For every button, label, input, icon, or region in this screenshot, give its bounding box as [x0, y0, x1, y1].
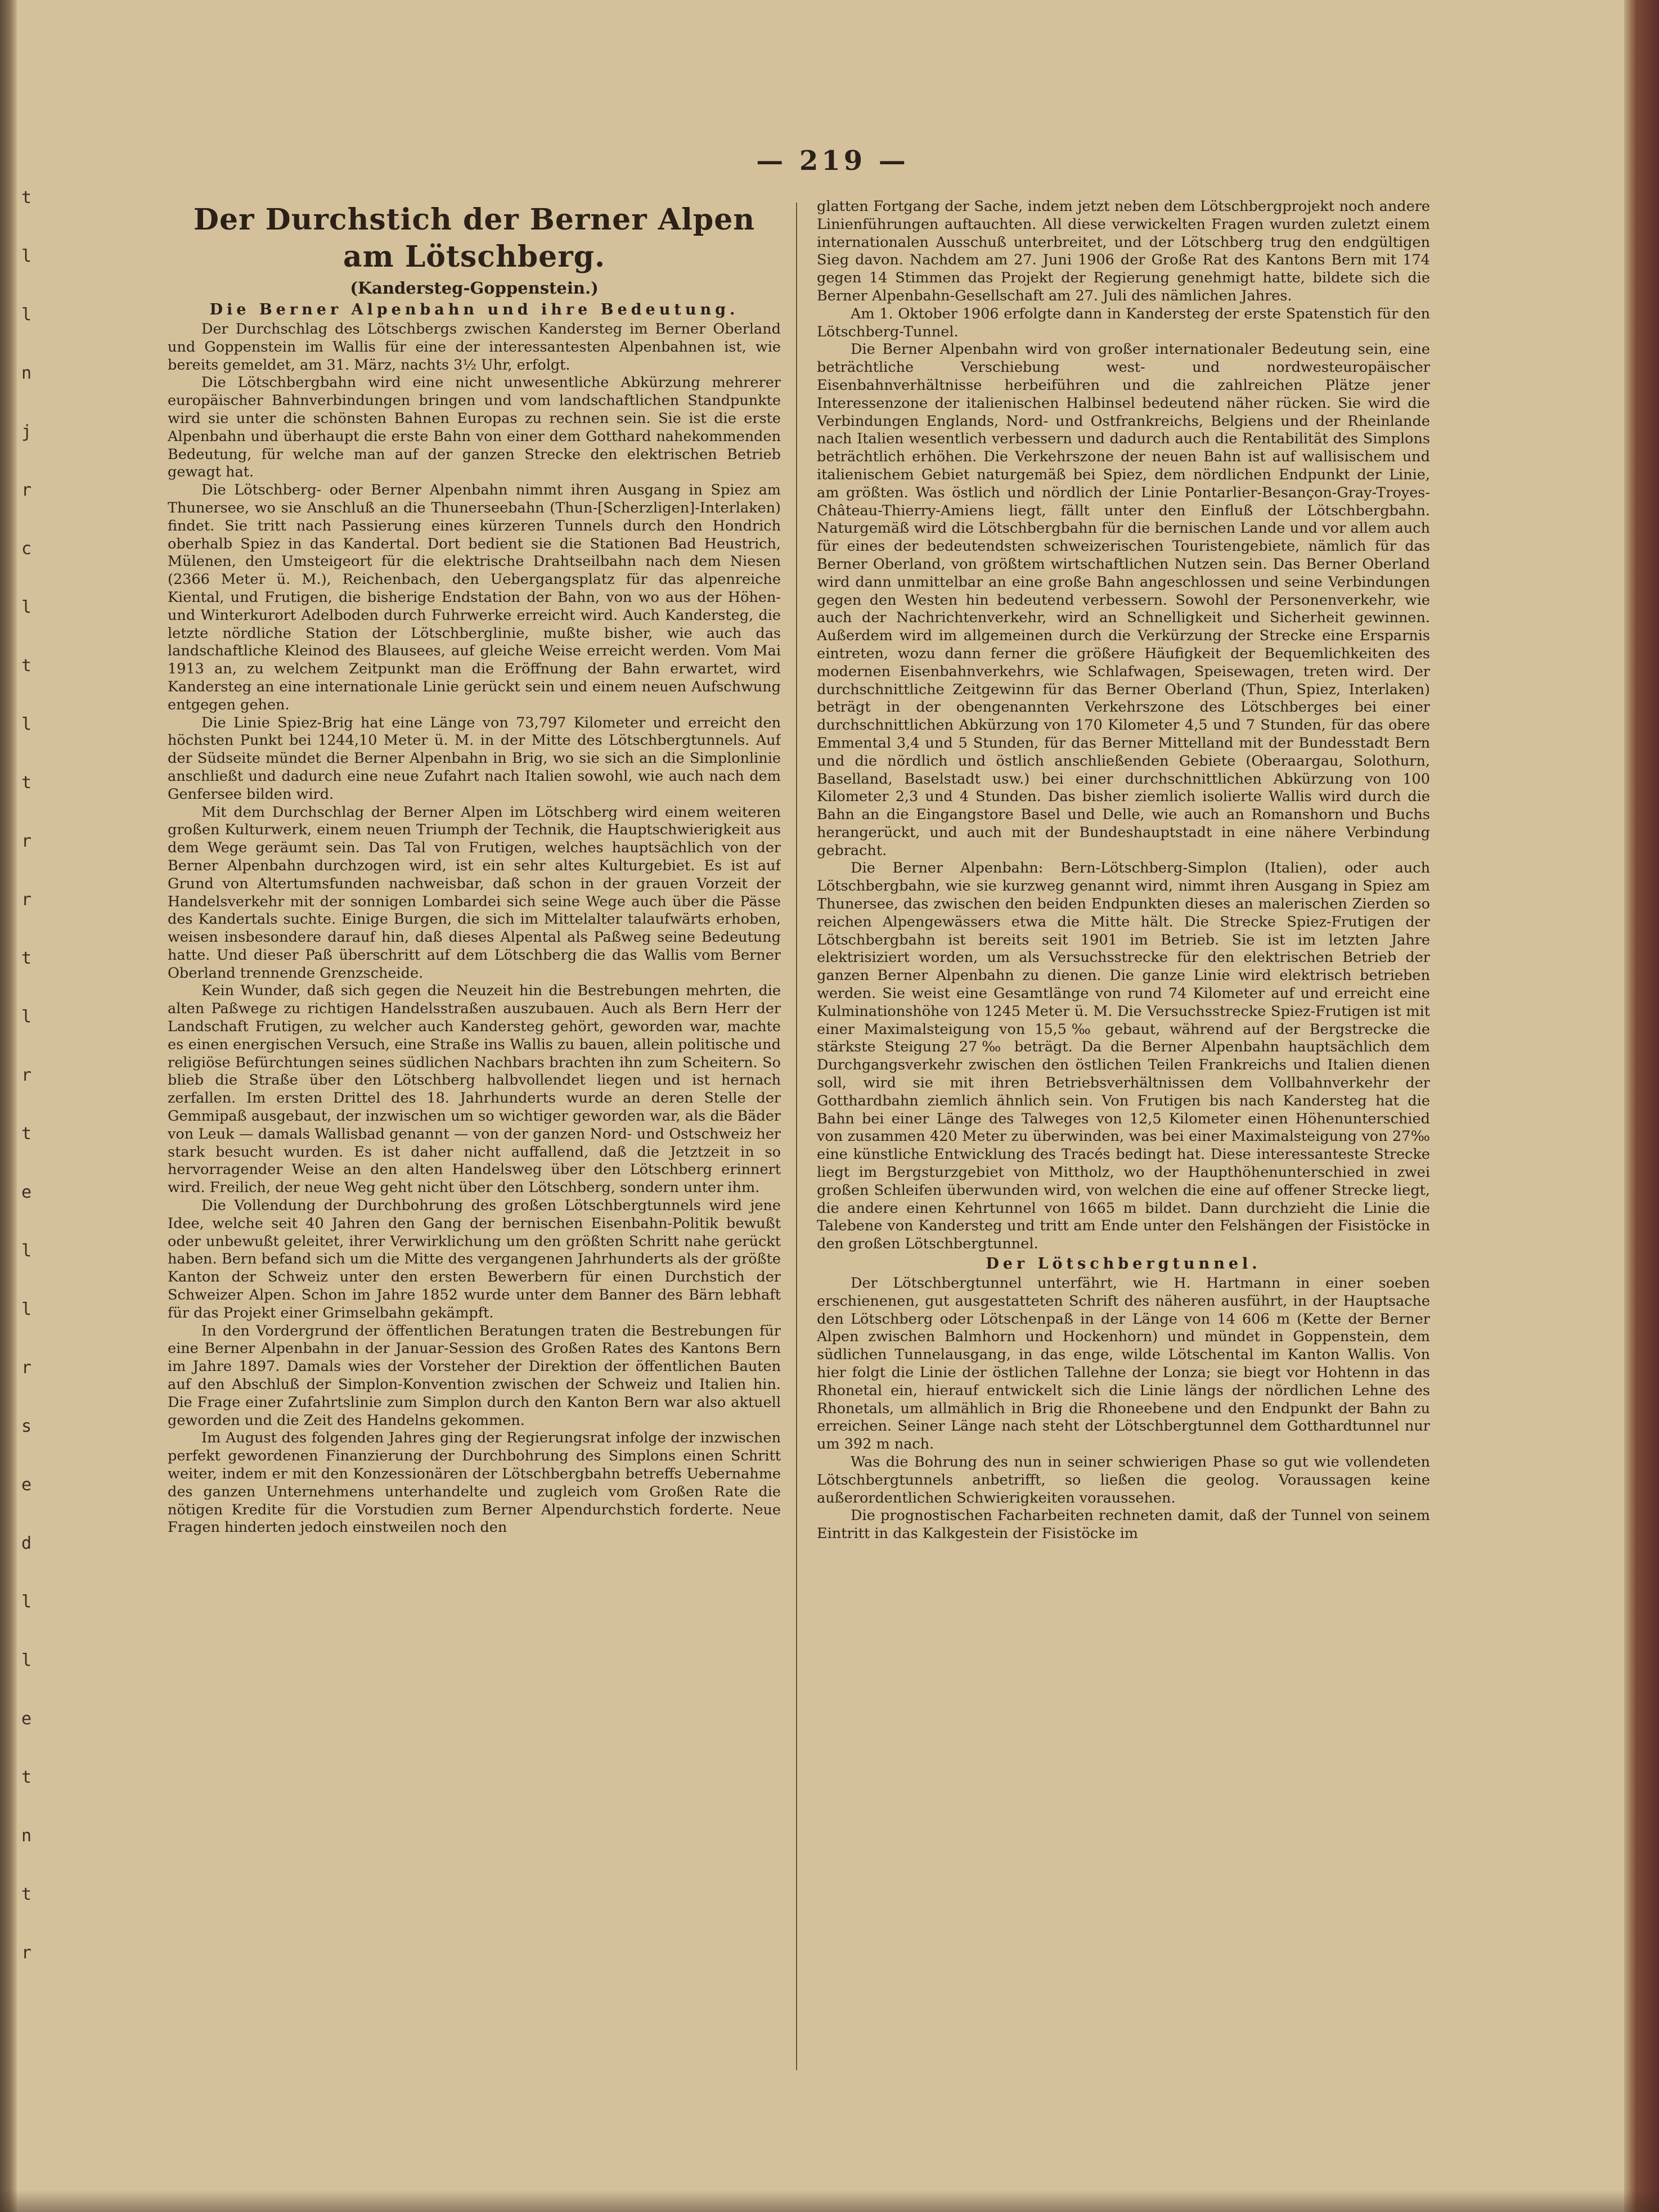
- book-spine-edge: [1624, 0, 1659, 2212]
- paragraph: Die Berner Alpenbahn wird von großer internationaler Bedeutung sein, eine beträchtliche Verschiebung west- und nordwesteuropäischer Eisenbahnverhältnisse herbeiführen und die zahlreichen Plätze jener Interessenzone der italienischen Halbinsel bedeutend näher rücken. Sie wird die Verbindungen Englands, Nord- und Ostfrankreichs, Belgiens und der Rheinlande nach Italien wesentlich verbessern und dadurch auch die Rentabilität des Simplons beträchtlich erhöhen. Die Verkehrszone der neuen Bahn ist auf wallisischem und italienischem Gebiet naturgemäß bei Spiez, dem nördlichen Endpunkt der Linie, am größten. Was östlich und nördlich der Linie Pontarlier-Besançon-Gray-Troyes-Château-Thierry-Amiens liegt, fällt unter den Einfluß der Lötschbergbahn. Naturgemäß wird die Lötschbergbahn für die bernischen Lande und vor allem auch für eines der bedeutendsten schweizerischen Touristengebiete, nämlich für das Berner Oberland, von größtem wirtschaftlichen Nutzen sein. Das Berner Oberland wird dann unmittelbar an eine große Bahn angeschlossen und seine Verbindungen gegen den Westen hin bedeutend verbessern. Sowohl der Personenverkehr, wie auch der Nachrichtenverkehr, wird an Schnelligkeit und Sicherheit gewinnen. Außerdem wird im allgemeinen durch die Verkürzung der Strecke eine Ersparnis eintreten, wozu dann ferner die größere Häufigkeit der Bequemlichkeiten des modernen Eisenbahnverkehrs, wie Schlafwagen, Speisewagen, treten wird. Der durchschnittliche Zeitgewinn für das Berner Oberland (Thun, Spiez, Interlaken) beträgt in der obengenannten Verkehrszone des Lötschberges bei einer durchschnittlichen Abkürzung von 170 Kilometer 4,5 und 7 Stunden, für das obere Emmental 3,4 und 5 Stunden, für das Berner Mittelland mit der Bundesstadt Bern und die nördlich und östlich anschließenden Gebiete (Oberaargau, Solothurn, Baselland, Baselstadt usw.) bei einer durchschnittlichen Abkürzung von 100 Kilometer 2,3 und 4 Stunden. Das bisher ziemlich isolierte Wallis wird durch die Bahn an die Eingangstore Basel und Delle, wie auch an Romanshorn und Buchs herangerückt, und auch mit der Bundeshauptstadt in eine nähere Verbindung gebracht.: [817, 341, 1430, 859]
- paragraph: Die Lötschberg- oder Berner Alpenbahn nimmt ihren Ausgang in Spiez am Thunersee, wo sie Anschluß an die Thunerseebahn (Thun-[Scherzligen]-Interlaken) findet. Sie tritt nach Passierung eines kürzeren Tunnels durch den Hondrich oberhalb Spiez in das Kandertal. Dort bedient sie die Stationen Bad Heustrich, Mülenen, den Umsteigeort für die elektrische Drahtseilbahn nach dem Niesen (2366 Meter ü. M.), Reichenbach, den Uebergangsplatz für das alpenreiche Kiental, und Frutigen, die bisherige Endstation der Bahn, von wo aus der Höhen- und Winterkurort Adelboden durch Fuhrwerke erreicht wird. Auch Kandersteg, die letzte nördliche Station der Lötschberglinie, mußte bisher, wie auch das landschaftliche Kleinod des Blausees, auf gleiche Weise erreicht werden. Vom Mai 1913 an, zu welchem Zeitpunkt man die Eröffnung der Bahn erwartet, wird Kandersteg an eine internationale Linie gerückt sein und einem neuen Aufschwung entgegen gehen.: [168, 482, 781, 713]
- right-column: [817, 198, 1430, 2071]
- paragraph: Die Vollendung der Durchbohrung des großen Lötschbergtunnels wird jene Idee, welche seit 40 Jahren den Gang der bernischen Eisenbahn-Politik bewußt oder unbewußt geleitet, ihrer Verwirklichung um den größten Schritt nahe gerückt haben. Bern befand sich um die Mitte des vergangenen Jahrhunderts als der größte Kanton der Schweiz unter den ersten Bewerbern für einen Durchstich der Schweizer Alpen. Schon im Jahre 1852 wurde unter dem Banner des Bärn lebhaft für das Projekt einer Grimselbahn gekämpft.: [168, 1197, 781, 1321]
- paragraph: Die Linie Spiez-Brig hat eine Länge von 73,797 Kilometer und erreicht den höchsten Punkt bei 1244,10 Meter ü. M. in der Mitte des Lötschbergtunnels. Auf der Südseite mündet die Berner Alpenbahn in Brig, wo sie sich an die Simplonlinie anschließt und dadurch eine neue Zufahrt nach Italien sowohl, wie auch nach dem Genfersee bilden wird.: [168, 714, 781, 803]
- page-bottom-shadow: [0, 2189, 1659, 2212]
- paragraph: Am 1. Oktober 1906 erfolgte dann in Kandersteg der erste Spatenstich für den Lötschberg-Tunnel.: [817, 305, 1430, 340]
- paragraph: Der Durchschlag des Lötschbergs zwischen Kandersteg im Berner Oberland und Goppenstein im Wallis für eine der interessantesten Alpenbahnen ist, wie bereits gemeldet, am 31. März, nachts 3½ Uhr, erfolgt.: [168, 321, 781, 374]
- paragraph: Die Berner Alpenbahn: Bern-Lötschberg-Simplon (Italien), oder auch Lötschbergbahn, wie sie kurzweg genannt wird, nimmt ihren Ausgang in Spiez am Thunersee, das zwischen den beiden Endpunkten dieses an malerischen Zierden so reichen Alpengewässers etwa die Mitte hält. Die Strecke Spiez-Frutigen der Lötschbergbahn ist bereits seit 1901 im Betrieb. Sie ist im letzten Jahre elektrisiziert worden, um als Versuchsstrecke für den elektrischen Betrieb der ganzen Berner Alpenbahn zu dienen. Die ganze Linie wird elektrisch betrieben werden. Sie weist eine Gesamtlänge von rund 74 Kilometer auf und erreicht eine Kulminationshöhe von 1245 Meter ü. M. Die Versuchsstrecke Spiez-Frutigen ist mit einer Maximalsteigung von 15,5‰ gebaut, während auf der Bergstrecke die stärkste Steigung 27‰ beträgt. Da die Berner Alpenbahn hauptsächlich dem Durchgangsverkehr zwischen den östlichen Teilen Frankreichs und Italien dienen soll, wird sie mit ihren Betriebsverhältnissen dem Vollbahnverkehr der Gotthardbahn ziemlich ähnlich sein. Von Frutigen bis nach Kandersteg hat die Bahn bei einer Länge des Talweges von 12,5 Kilometer einen Höhenunterschied von zusammen 420 Meter zu überwinden, was bei einer Maximalsteigung von 27‰ eine künstliche Entwicklung des Tracés bedingt hat. Diese interessanteste Strecke liegt im Bergsturzgebiet von Mittholz, wo der Haupthöhenunterschied in zwei großen Schleifen überwunden wird, von welchen die eine auf offener Strecke liegt, die andere einen Kehrtunnel von 1665 m bildet. Dann durchzieht die Linie die Talebene von Kandersteg und tritt am Ende unter den Felshängen der Fisistöcke in den großen Lötschbergtunnel.: [817, 860, 1430, 1253]
- paragraph: Was die Bohrung des nun in seiner schwierigen Phase so gut wie vollendeten Lötschbergtunnels anbetrifft, so ließen die geolog. Voraussagen keine außerordentlichen Schwierigkeiten voraussehen.: [817, 1453, 1430, 1507]
- left-column: [168, 198, 781, 2071]
- section-heading-loetschbergtunnel: Der Lötschbergtunnel.: [986, 1255, 1261, 1273]
- section-heading-berner-alpenbahn: Die Berner Alpenbahn und ihre Bedeutung.: [209, 301, 739, 318]
- page-number: — 219 —: [756, 145, 909, 177]
- binding-gutter: [0, 0, 17, 2212]
- paragraph: Mit dem Durchschlag der Berner Alpen im Lötschberg wird einem weiteren großen Kulturwerk, einem neuen Triumph der Technik, die Hauptschwierigkeit aus dem Wege geräumt sein. Das Tal von Frutigen, welches hauptsächlich von der Berner Alpenbahn durchzogen wird, ist ein sehr altes Kulturgebiet. Es ist auf Grund von Altertumsfunden nachweisbar, daß schon in der grauen Vorzeit der Handelsverkehr mit der sonnigen Lombardei sich seine Wege auch über die Pässe des Kandertals suchte. Einige Burgen, die sich im Mittelalter talaufwärts erhoben, weisen insbesondere darauf hin, daß dieses Alpental als Paßweg seine Bedeutung hatte. Und dieser Paß überschritt auf dem Lötschberg die das Wallis vom Berner Oberland trennende Grenzscheide.: [168, 803, 781, 982]
- paragraph: Der Lötschbergtunnel unterfährt, wie H. Hartmann in einer soeben erschienenen, gut ausgestatteten Schrift des näheren ausführt, in der Hauptsache den Lötschberg oder Lötschenpaß in der Länge von 14 606 m (Kette der Berner Alpen zwischen Balmhorn und Hockenhorn) und mündet in Goppenstein, dem südlichen Tunnelausgang, in das enge, wilde Lötschental im Kanton Wallis. Von hier folgt die Linie der östlichen Tallehne der Lonza; sie biegt vor Hohtenn in das Rhonetal ein, hierauf entwickelt sich die Linie längs der nördlichen Lehne des Rhonetals, um allmählich in Brig die Rhoneebene und den Endpunkt der Bahn zu erreichen. Seiner Länge nach steht der Lötschbergtunnel dem Gotthardtunnel nur um 392 m nach.: [817, 1275, 1430, 1453]
- previous-page-margin-letters: t l l n j r c l t l t r r t l r t e l l r s e d l l e t n t r: [21, 188, 32, 1963]
- paragraph: In den Vordergrund der öffentlichen Beratungen traten die Bestrebungen für eine Berner Alpenbahn in der Januar-Session des Großen Rates des Kantons Bern im Jahre 1897. Damals wies der Vorsteher der Direktion der öffentlichen Bauten auf den Abschluß der Simplon-Konvention zwischen der Schweiz und Italien hin. Die Frage einer Zufahrtslinie zum Simplon durch den Kanton Bern war also aktuell geworden und die Zeit des Handelns gekommen.: [168, 1322, 781, 1429]
- paragraph: Die prognostischen Facharbeiten rechneten damit, daß der Tunnel von seinem Eintritt in das Kalkgestein der Fisistöcke im: [817, 1507, 1430, 1543]
- column-divider: [796, 203, 797, 2070]
- paragraph-continued: glatten Fortgang der Sache, indem jetzt neben dem Lötschbergprojekt noch andere Linienführungen auftauchten. All diese verwickelten Fragen wurden zuletzt einem internationalen Ausschuß unterbreitet, und der Lötschberg trug den endgültigen Sieg davon. Nachdem am 27. Juni 1906 der Große Rat des Kantons Bern mit 174 gegen 14 Stimmen das Projekt der Regierung genehmigt hatte, bildete sich die Berner Alpenbahn-Gesellschaft am 27. Juli des nämlichen Jahres.: [817, 198, 1430, 304]
- paragraph: Kein Wunder, daß sich gegen die Neuzeit hin die Bestrebungen mehrten, die alten Paßwege zu richtigen Handelsstraßen auszubauen. Auch als Bern Herr der Landschaft Frutigen, zu welcher auch Kandersteg gehört, geworden war, machte es einen energischen Versuch, eine Straße ins Wallis zu bauen, allein politische und religiöse Befürchtungen seines südlichen Nachbars brachten ihn zum Scheitern. So blieb die Straße über den Lötschberg halbvollendet liegen und ist hernach zerfallen. Im ersten Drittel des 18. Jahrhunderts wurde an deren Stelle der Gemmipaß ausgebaut, der inzwischen um so wichtiger geworden war, als die Bäder von Leuk — damals Wallisbad genannt — von der ganzen Nord- und Ostschweiz her stark besucht wurden. Es ist daher nicht auffallend, daß die Jetztzeit in so hervorragender Weise an den alten Handelsweg über den Lötschberg erinnert wird. Freilich, der neue Weg geht nicht über den Lötschberg, sondern unter ihm.: [168, 982, 781, 1197]
- paragraph: Die Lötschbergbahn wird eine nicht unwesentliche Abkürzung mehrerer europäischer Bahnverbindungen bringen und vom landschaftlichen Standpunkte wird sie unter die schönsten Bahnen Europas zu rechnen sein. Sie ist die erste Alpenbahn und überhaupt die erste Bahn von einer dem Gotthard nahekommenden Bedeutung, für welche man auf der ganzen Strecke den elektrischen Betrieb gewagt hat.: [168, 374, 781, 481]
- article-subtitle: (Kandersteg-Goppenstein.): [350, 278, 599, 298]
- paragraph: Im August des folgenden Jahres ging der Regierungsrat infolge der inzwischen perfekt gewordenen Finanzierung der Durchbohrung des Simplons einen Schritt weiter, indem er mit den Konzessionären der Lötschbergbahn betreffs Uebernahme des ganzen Unternehmens unterhandelte und zugleich vom Großen Rate die nötigen Kredite für die Vorstudien zum Berner Alpendurchstich forderte. Neue Fragen hinderten jedoch einstweilen noch den: [168, 1429, 781, 1536]
- article-title: Der Durchstich der Berner Alpen am Lötschberg.: [193, 203, 756, 274]
